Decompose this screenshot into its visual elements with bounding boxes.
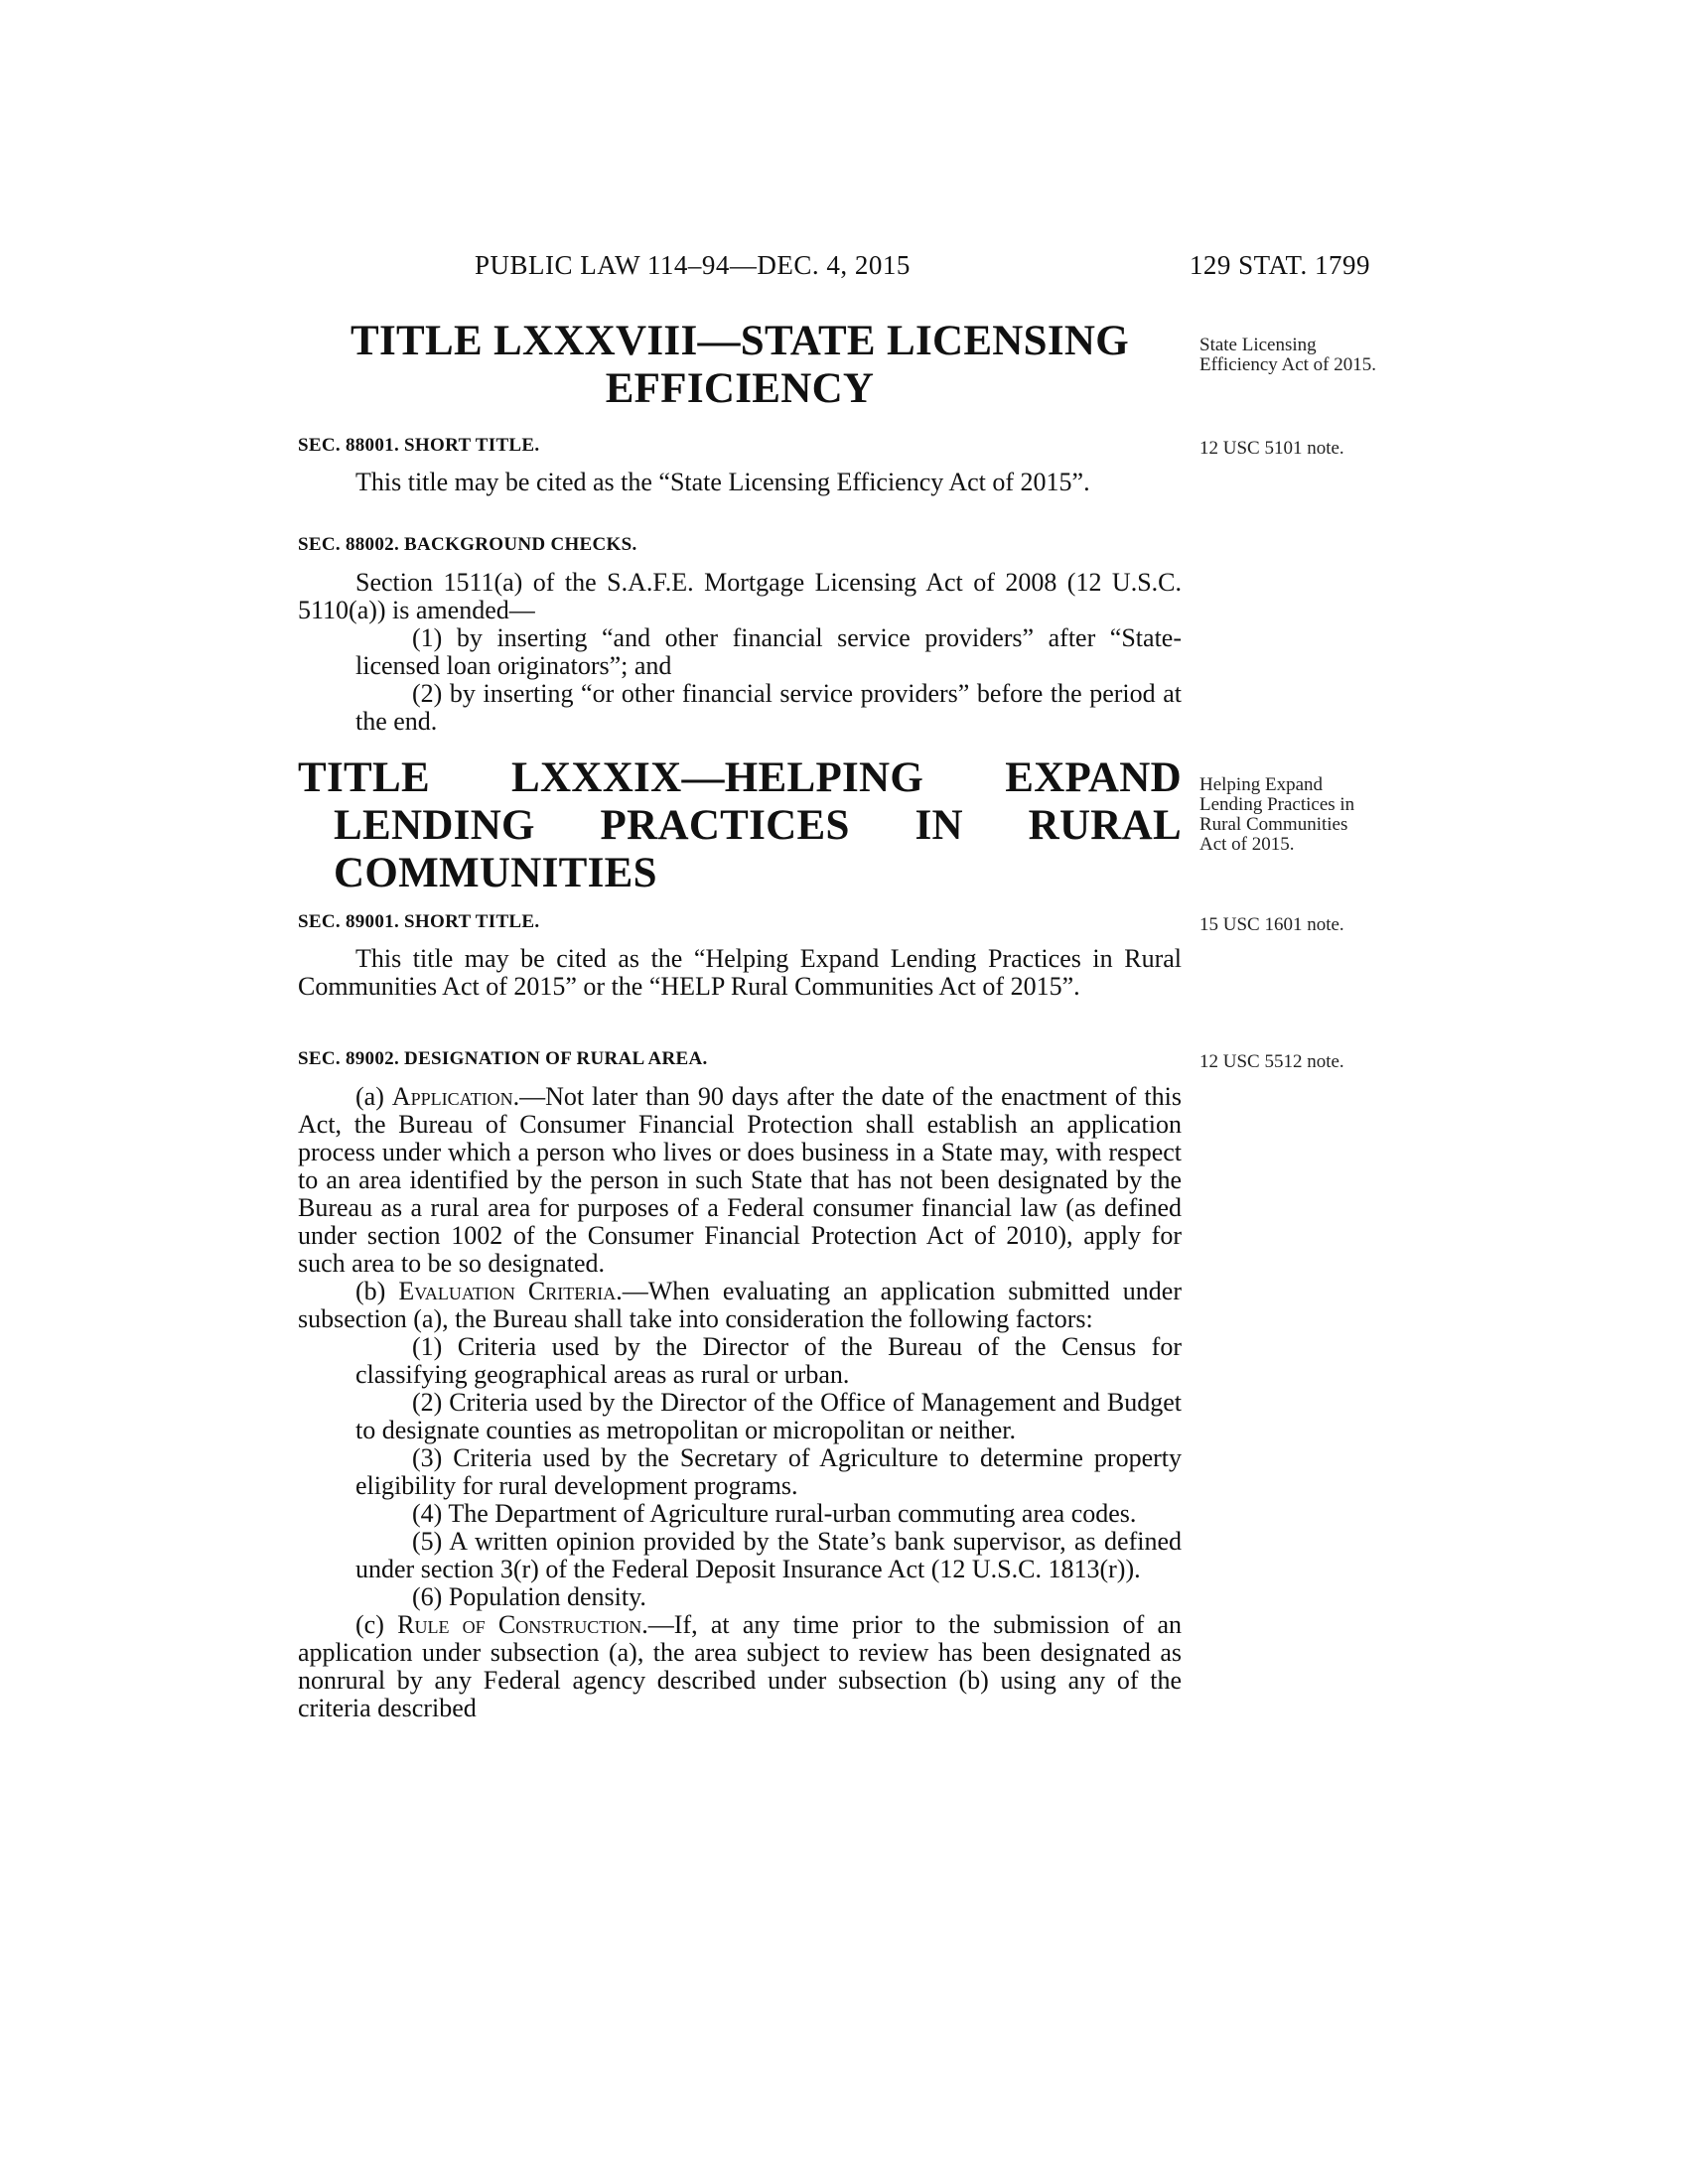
subsection-a-text: .—Not later than 90 days after the date of the enactment of this Act, the Bureau of Consumer Financial Protection shall establish an application process under which a person who lives or does business in a State may, with respect to an area identified by the person in such State that has not been designated by the Bureau as a rural area for purposes of a Federal consumer financial law (as defined under section 1002 of the Consumer Financial Protection Act of 2010), apply for such area to be so designated.	[298, 1082, 1182, 1278]
sec89002-body	[298, 1083, 1182, 1722]
title89-heading-block	[298, 754, 1182, 897]
subsection-c-caption: Rule of Construction	[397, 1610, 642, 1639]
criteria-item-3: (3) Criteria used by the Secretary of Agriculture to determine property eligibility for rural development programs.	[355, 1443, 1182, 1500]
criteria-item-1: (1) Criteria used by the Director of the Bureau of the Census for classifying geographical areas as rural or urban.	[355, 1332, 1182, 1389]
title89-heading: TITLE LXXXIX—HELPING EXPAND LENDING PRACTICES IN RURAL COMMUNITIES	[298, 754, 1182, 896]
margin-note-title88: State Licensing Efficiency Act of 2015.	[1199, 335, 1376, 375]
title88-heading-line2: EFFICIENCY	[605, 365, 875, 412]
amendment-item-2: (2) by inserting “or other financial service providers” before the period at the end.	[355, 679, 1182, 736]
subsection-b-label: (b)	[355, 1277, 399, 1305]
title88-heading-line1: TITLE LXXXVIII—STATE LICENSING	[350, 318, 1130, 364]
margin-note-sec88001: 12 USC 5101 note.	[1199, 438, 1344, 459]
subsection-a	[298, 1083, 1182, 1278]
subsection-b-caption: Evaluation Criteria	[398, 1277, 617, 1305]
subsection-c-text: .—If, at any time prior to the submission of an application under subsection (a), the area subject to review has been designated as nonrural by any Federal agency described under subsection (b) using any of the criteria described	[298, 1610, 1183, 1722]
sec88002	[298, 534, 1182, 556]
subsection-b-text: .—When evaluating an application submitted under subsection (a), the Bureau shall take into consideration the following factors:	[298, 1277, 1182, 1333]
section-heading: SEC. 88001. SHORT TITLE.	[298, 435, 540, 456]
sec89001-body	[298, 945, 1182, 1001]
subsection-c	[298, 1611, 1182, 1722]
criteria-item-2: (2) Criteria used by the Director of the Office of Management and Budget to designate counties as metropolitan or micropolitan or neither.	[355, 1388, 1182, 1444]
margin-note-sec89001: 15 USC 1601 note.	[1199, 914, 1344, 935]
section-intro: Section 1511(a) of the S.A.F.E. Mortgage Licensing Act of 2008 (12 U.S.C. 5110(a)) is amended—	[298, 568, 1182, 624]
title88-heading	[298, 318, 1182, 413]
section-text: This title may be cited as the “State Licensing Efficiency Act of 2015”.	[355, 468, 1090, 496]
sec89001	[298, 911, 1182, 933]
amendment-item-1: (1) by inserting “and other financial service providers” after “State-licensed loan originators”; and	[355, 623, 1182, 680]
margin-note-sec89002: 12 USC 5512 note.	[1199, 1051, 1344, 1072]
running-header	[298, 250, 1370, 290]
section-heading: SEC. 89002. DESIGNATION OF RURAL AREA.	[298, 1048, 708, 1069]
public-law-citation: PUBLIC LAW 114–94—DEC. 4, 2015	[475, 250, 911, 280]
section-heading: SEC. 89001. SHORT TITLE.	[298, 911, 540, 932]
subsection-b	[298, 1278, 1182, 1333]
criteria-item-4: (4) The Department of Agriculture rural-urban commuting area codes.	[412, 1499, 1137, 1528]
sec88002-body	[298, 569, 1182, 736]
subsection-a-label: (a)	[355, 1082, 392, 1111]
section-text: This title may be cited as the “Helping Expand Lending Practices in Rural Communities Act of 2015” or the “HELP Rural Communities Act of 2015”.	[298, 944, 1182, 1001]
criteria-item-5: (5) A written opinion provided by the State’s bank supervisor, as defined under section 3(r) of the Federal Deposit Insurance Act (12 U.S.C. 1813(r)).	[355, 1527, 1182, 1583]
subsection-a-caption: Application	[391, 1082, 513, 1111]
subsection-c-label: (c)	[355, 1610, 398, 1639]
statute-page-number: 129 STAT. 1799	[1189, 250, 1370, 280]
margin-note-title89: Helping Expand Lending Practices in Rural Communities Act of 2015.	[1199, 774, 1355, 855]
section-heading: SEC. 88002. BACKGROUND CHECKS.	[298, 534, 637, 555]
criteria-item-6: (6) Population density.	[412, 1582, 646, 1611]
sec88001-body	[298, 469, 1182, 496]
sec89002	[298, 1048, 1182, 1070]
sec88001	[298, 435, 1182, 457]
